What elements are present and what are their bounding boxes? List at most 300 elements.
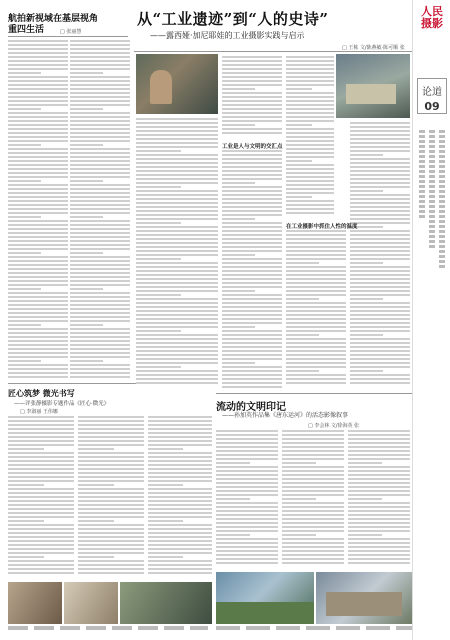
text-line (78, 472, 144, 474)
text-line (8, 320, 68, 322)
text-line (8, 456, 74, 458)
text-line (282, 454, 344, 456)
text-line (148, 444, 212, 446)
text-line (222, 270, 282, 272)
text-line (70, 40, 130, 42)
text-line (350, 354, 410, 356)
text-line (70, 208, 130, 210)
text-line (136, 202, 218, 204)
text-line (350, 246, 410, 248)
text-line (8, 532, 74, 534)
left-article-author: □ 张丽慧 (60, 29, 82, 35)
text-line (8, 436, 74, 438)
text-line (136, 382, 218, 384)
text-line (8, 192, 68, 194)
text-line (70, 124, 130, 126)
text-line (70, 304, 130, 306)
text-line (70, 288, 103, 290)
text-line (78, 452, 144, 454)
text-line (148, 512, 212, 514)
text-line (222, 64, 282, 66)
text-line (78, 436, 144, 438)
left-article2-author: □ 李淑丽 王伟娜 (20, 409, 58, 415)
text-line (222, 350, 282, 352)
text-line (222, 230, 282, 232)
text-line (78, 428, 144, 430)
text-line (222, 150, 282, 152)
text-line (286, 262, 319, 264)
text-line (350, 214, 410, 216)
text-line (148, 476, 212, 478)
text-line (70, 144, 103, 146)
text-line (350, 362, 410, 364)
text-line (70, 84, 130, 86)
text-line (222, 386, 282, 388)
text-line (350, 310, 410, 312)
text-line (216, 506, 278, 508)
text-line (8, 140, 68, 142)
text-line (286, 72, 334, 74)
text-line (286, 120, 334, 122)
text-line (70, 184, 130, 186)
text-line (222, 274, 282, 276)
mid-article-headline: 流动的文明印记 (216, 402, 286, 413)
text-line (216, 494, 278, 496)
text-line (70, 264, 130, 266)
text-line (286, 242, 346, 244)
text-line (348, 510, 410, 512)
text-line (8, 152, 68, 154)
text-line (70, 116, 130, 118)
text-line (78, 500, 144, 502)
text-line (286, 342, 346, 344)
text-line (136, 286, 218, 288)
text-line (222, 124, 255, 126)
text-line (70, 352, 130, 354)
text-line (348, 526, 410, 528)
text-line (350, 238, 410, 240)
text-line (8, 164, 68, 166)
text-line (148, 532, 212, 534)
text-line (148, 472, 212, 474)
text-line (286, 148, 334, 150)
text-line (350, 370, 383, 372)
text-line (8, 72, 41, 74)
text-line (286, 60, 334, 62)
text-line (8, 60, 68, 62)
text-line (136, 306, 218, 308)
text-line (148, 524, 212, 526)
logo-line-1: 人民 (421, 5, 443, 18)
text-line (8, 108, 41, 110)
text-line (348, 522, 410, 524)
text-line (348, 442, 410, 444)
text-line (70, 336, 130, 338)
text-line (70, 148, 130, 150)
text-line (70, 196, 130, 198)
text-line (216, 470, 278, 472)
text-line (8, 296, 68, 298)
text-line (148, 560, 212, 562)
section-name: 论道 (422, 87, 442, 98)
text-line (350, 190, 383, 192)
text-line (8, 220, 68, 222)
text-line (222, 80, 282, 82)
text-line (8, 172, 68, 174)
text-line (348, 474, 410, 476)
text-line (136, 354, 218, 356)
text-line (282, 562, 344, 564)
text-line (222, 290, 255, 292)
text-line (70, 112, 130, 114)
text-line (70, 236, 130, 238)
text-line (286, 274, 346, 276)
text-line (8, 260, 68, 262)
section-box (417, 78, 447, 114)
text-line (348, 550, 410, 552)
text-line (78, 440, 144, 442)
text-line (350, 314, 410, 316)
text-line (222, 310, 282, 312)
text-line (216, 502, 278, 504)
text-line (286, 238, 346, 240)
text-line (222, 132, 282, 134)
text-line (8, 520, 44, 522)
text-line (8, 552, 74, 554)
text-line (8, 500, 74, 502)
text-line (78, 536, 144, 538)
text-line (348, 430, 410, 432)
text-line (282, 550, 344, 552)
text-line (350, 282, 410, 284)
text-line (222, 314, 282, 316)
text-line (136, 290, 218, 292)
text-line (350, 322, 410, 324)
text-line (222, 72, 282, 74)
text-line (70, 168, 130, 170)
text-line (222, 214, 282, 216)
text-line (70, 268, 130, 270)
text-line (286, 230, 346, 232)
text-line (8, 40, 68, 42)
text-line (136, 322, 218, 324)
text-line (70, 364, 130, 366)
text-line (8, 540, 74, 542)
text-line (216, 430, 278, 432)
text-line (286, 346, 346, 348)
text-line (136, 146, 218, 148)
text-line (136, 138, 218, 140)
text-line (78, 416, 144, 418)
text-line (8, 276, 68, 278)
text-line (222, 258, 282, 260)
text-line (222, 334, 282, 336)
text-line (8, 240, 68, 242)
text-line (222, 342, 282, 344)
text-line (286, 266, 346, 268)
article-photo (216, 572, 314, 624)
text-line (136, 154, 218, 156)
text-line (216, 462, 250, 464)
text-line (70, 372, 130, 374)
text-line (282, 558, 344, 560)
text-line (286, 56, 334, 58)
text-line (282, 478, 344, 480)
masthead-vertical-text (419, 130, 425, 220)
text-line (8, 340, 68, 342)
text-line (348, 454, 410, 456)
text-line (286, 176, 334, 178)
text-line (78, 492, 144, 494)
text-line (286, 286, 346, 288)
text-line (70, 224, 130, 226)
text-line (216, 522, 278, 524)
text-line (136, 366, 181, 368)
text-line (222, 116, 282, 118)
text-line (70, 136, 130, 138)
text-line (148, 564, 212, 566)
text-line (222, 366, 282, 368)
text-line (70, 284, 130, 286)
text-line (8, 440, 74, 442)
text-line (8, 48, 68, 50)
text-line (136, 334, 218, 336)
text-line (350, 298, 383, 300)
text-line (8, 376, 68, 378)
text-line (78, 480, 144, 482)
left-article2-subtitle: ——评张静摄影专题作品《匠心·微光》 (14, 401, 110, 407)
text-line (286, 330, 346, 332)
text-line (136, 246, 218, 248)
text-line (8, 544, 74, 546)
text-line (136, 374, 218, 376)
text-line (350, 182, 410, 184)
text-line (78, 548, 144, 550)
text-line (222, 154, 282, 156)
text-line (70, 332, 130, 334)
text-line (8, 56, 68, 58)
text-line (350, 254, 410, 256)
text-line (286, 152, 334, 154)
text-line (222, 100, 282, 102)
text-line (8, 476, 74, 478)
text-line (8, 104, 68, 106)
text-line (286, 180, 334, 182)
text-line (222, 382, 282, 384)
text-line (8, 468, 74, 470)
text-line (70, 320, 130, 322)
text-line (148, 508, 212, 510)
text-line (136, 358, 218, 360)
text-line (8, 372, 68, 374)
text-line (78, 460, 144, 462)
text-line (222, 326, 255, 328)
text-line (136, 370, 218, 372)
text-line (282, 494, 344, 496)
text-line (216, 514, 278, 516)
text-line (8, 80, 68, 82)
text-line (70, 348, 130, 350)
text-line (70, 88, 130, 90)
text-line (8, 84, 68, 86)
text-line (70, 152, 130, 154)
text-line (286, 246, 346, 248)
text-line (282, 462, 316, 464)
text-line (286, 104, 334, 106)
text-line (348, 558, 410, 560)
text-line (8, 348, 68, 350)
text-line (148, 484, 183, 486)
text-line (70, 260, 130, 262)
text-line (216, 474, 278, 476)
text-line (350, 150, 410, 152)
text-line (222, 266, 282, 268)
text-line (286, 84, 334, 86)
text-line (286, 338, 346, 340)
text-line (222, 362, 255, 364)
text-line (8, 484, 44, 486)
text-line (8, 88, 68, 90)
text-line (286, 192, 334, 194)
text-line (8, 432, 74, 434)
text-line (222, 128, 282, 130)
text-line (350, 218, 410, 220)
text-line (148, 504, 212, 506)
text-line (222, 354, 282, 356)
text-line (8, 564, 74, 566)
text-line (216, 466, 278, 468)
article-photo (120, 582, 212, 624)
text-line (70, 376, 130, 378)
text-line (348, 498, 382, 500)
text-line (350, 294, 410, 296)
text-line (286, 172, 334, 174)
left-article-title: 航拍新视域在基层视角重四生活 (8, 14, 99, 35)
text-line (8, 212, 68, 214)
text-line (70, 180, 103, 182)
text-line (136, 346, 218, 348)
text-line (8, 488, 74, 490)
text-line (350, 290, 410, 292)
page-number: 09 (424, 100, 440, 113)
divider (8, 36, 128, 37)
text-line (148, 568, 212, 570)
text-line (70, 296, 130, 298)
text-line (222, 158, 282, 160)
text-line (348, 542, 410, 544)
text-line (8, 516, 74, 518)
text-line (8, 536, 74, 538)
text-line (136, 234, 218, 236)
text-line (282, 474, 344, 476)
text-line (8, 300, 68, 302)
text-line (70, 72, 103, 74)
text-line (136, 302, 218, 304)
text-line (222, 96, 282, 98)
text-line (136, 150, 181, 152)
text-line (282, 530, 344, 532)
text-line (350, 202, 410, 204)
section-subhead: 工业是人与文明的交汇点 (222, 144, 283, 150)
text-line (70, 120, 130, 122)
text-line (282, 546, 344, 548)
text-line (286, 168, 334, 170)
text-line (8, 76, 68, 78)
text-line (70, 248, 130, 250)
text-line (78, 496, 144, 498)
text-line (222, 84, 282, 86)
text-line (348, 470, 410, 472)
text-line (222, 318, 282, 320)
text-line (222, 104, 282, 106)
text-line (78, 560, 144, 562)
text-line (8, 416, 74, 418)
text-line (148, 456, 212, 458)
text-line (286, 318, 346, 320)
text-line (70, 44, 130, 46)
text-line (222, 298, 282, 300)
text-line (286, 314, 346, 316)
text-line (286, 250, 346, 252)
text-line (8, 308, 68, 310)
text-line (8, 292, 68, 294)
text-line (136, 178, 218, 180)
text-line (136, 118, 218, 120)
text-line (136, 218, 218, 220)
main-article-author: □ 王栋 文/陈燕敏·陈可顺 张 (342, 45, 405, 51)
text-line (8, 444, 74, 446)
text-line (222, 278, 282, 280)
text-line (136, 222, 181, 224)
text-line (216, 438, 278, 440)
text-line (136, 278, 218, 280)
text-line (216, 542, 278, 544)
text-line (222, 374, 282, 376)
text-line (70, 212, 130, 214)
article-photo (336, 54, 410, 118)
text-line (8, 560, 74, 562)
text-line (148, 500, 212, 502)
text-line (136, 294, 181, 296)
text-line (286, 358, 346, 360)
text-line (216, 442, 278, 444)
text-line (350, 194, 410, 196)
text-line (222, 358, 282, 360)
text-line (8, 448, 44, 450)
text-line (216, 490, 278, 492)
text-line (70, 60, 130, 62)
text-line (70, 108, 103, 110)
text-line (8, 132, 68, 134)
text-line (8, 352, 68, 354)
text-line (70, 48, 130, 50)
text-line (136, 342, 218, 344)
text-line (348, 530, 410, 532)
text-line (8, 452, 74, 454)
text-line (216, 526, 278, 528)
text-line (136, 166, 218, 168)
text-line (286, 100, 334, 102)
text-line (70, 312, 130, 314)
text-line (148, 468, 212, 470)
text-line (70, 52, 130, 54)
text-line (136, 158, 218, 160)
text-line (78, 572, 144, 574)
text-line (70, 160, 130, 162)
text-line (222, 194, 282, 196)
text-line (348, 490, 410, 492)
text-line (286, 76, 334, 78)
